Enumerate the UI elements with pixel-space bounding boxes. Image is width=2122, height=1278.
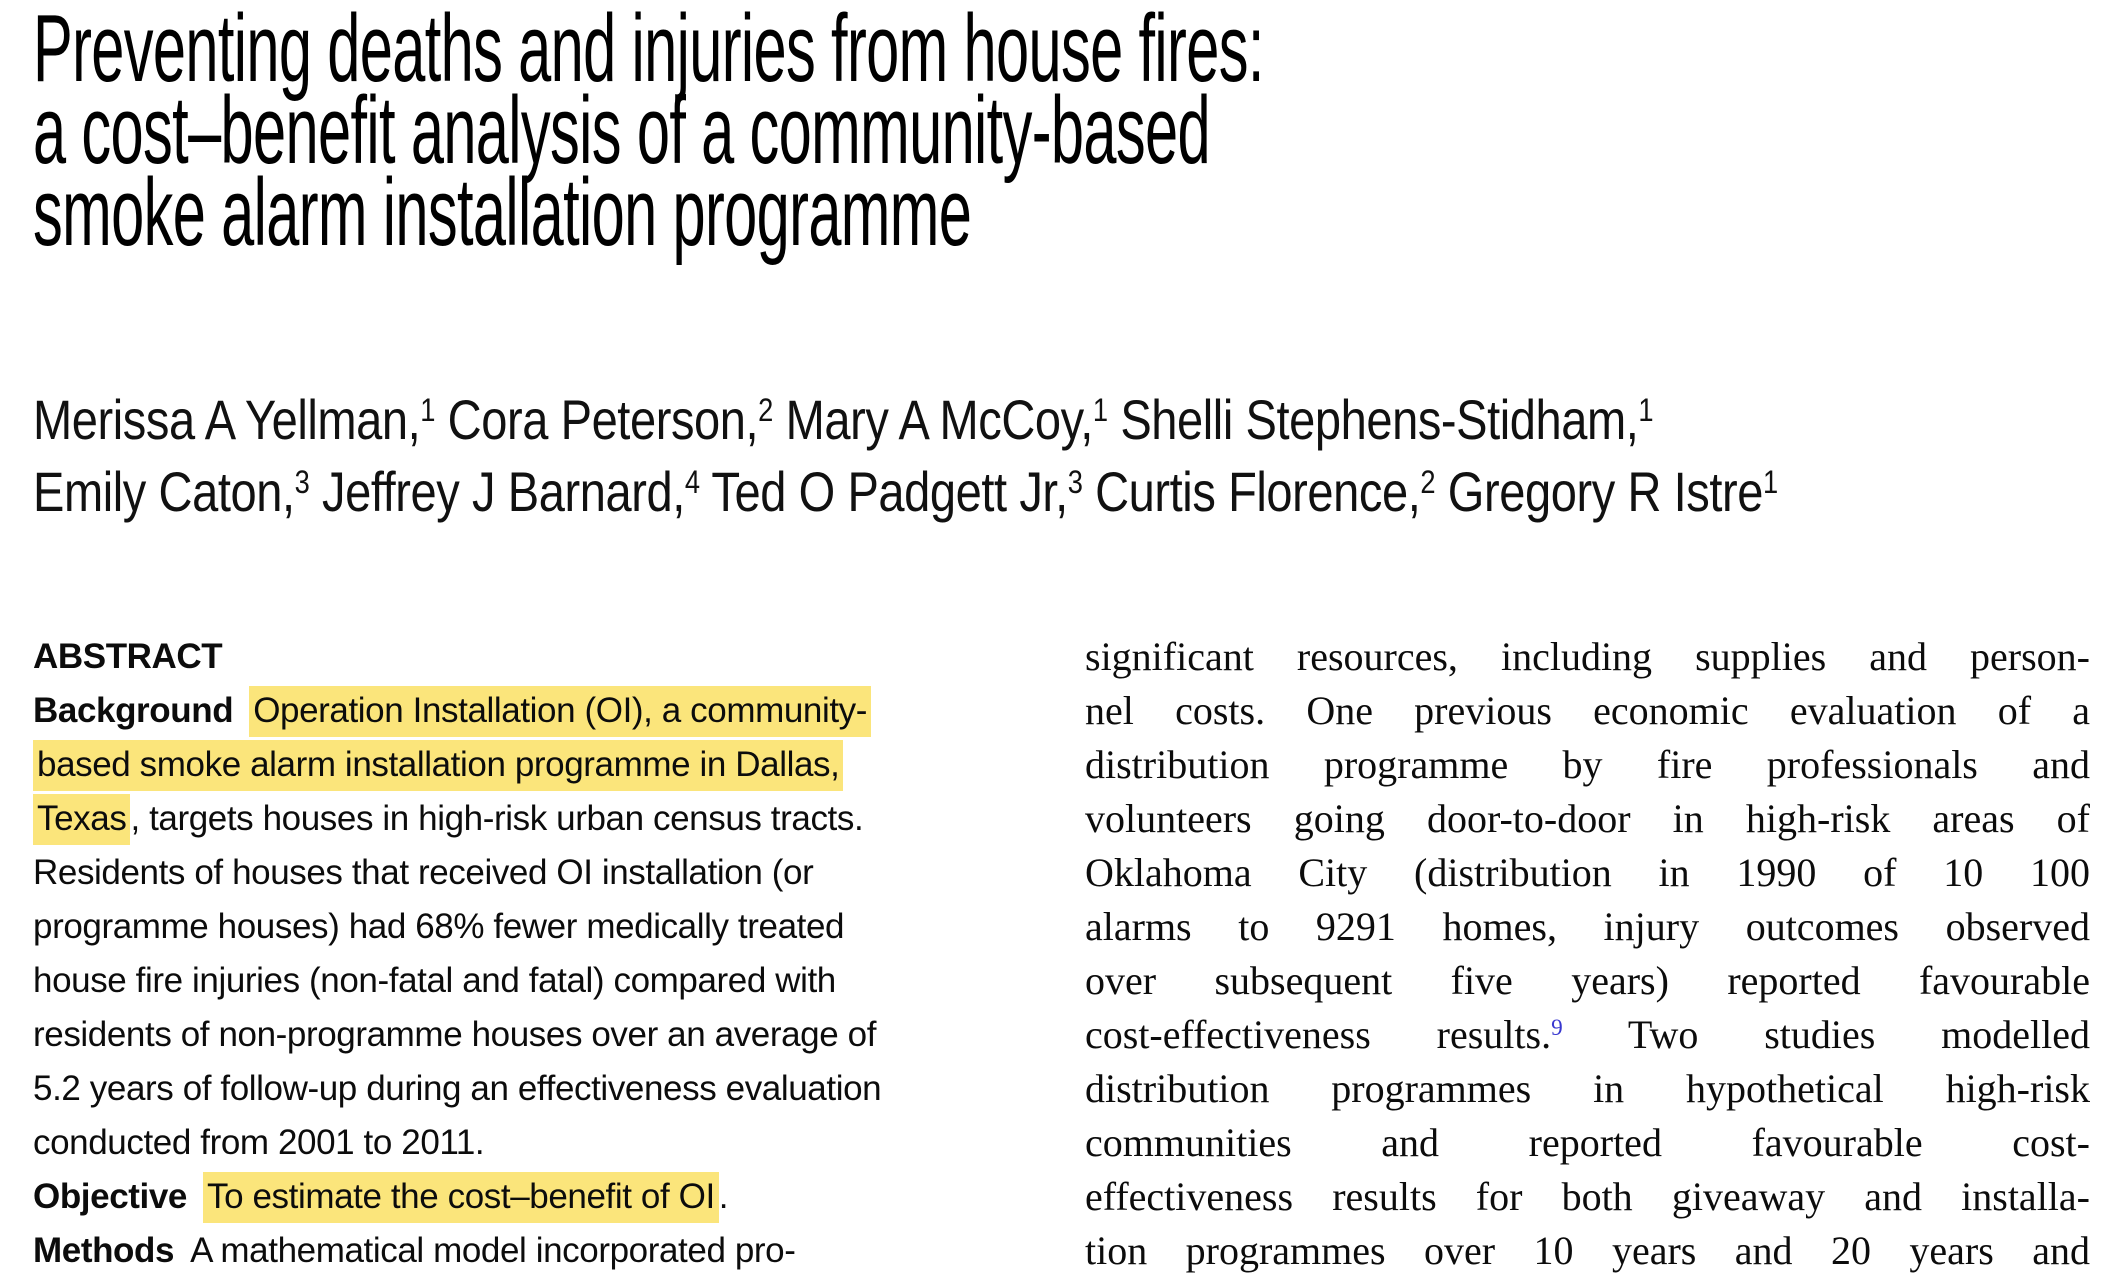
section-label: Objective xyxy=(33,1177,187,1216)
text-segment: A mathematical model incorporated pro- xyxy=(190,1231,796,1270)
text-segment: Mary A McCoy, xyxy=(772,388,1093,451)
text-segment: 5.2 years of follow-up during an effectiveness evaluation xyxy=(33,1069,882,1108)
text-line xyxy=(33,954,1013,1008)
superscript-affiliation: 2 xyxy=(1420,464,1436,501)
text-line xyxy=(1085,1224,2090,1278)
text-segment: conducted from 2001 to 2011. xyxy=(33,1123,485,1162)
text-line xyxy=(33,1062,1013,1116)
text-segment: over subsequent five years) reported favourable xyxy=(1085,958,2090,1003)
author-list xyxy=(33,388,2110,532)
text-line xyxy=(1085,1008,2090,1062)
text-segment: tion programmes over 10 years and 20 years and xyxy=(1085,1228,2090,1273)
text-line xyxy=(1085,684,2090,738)
superscript-affiliation: 1 xyxy=(1092,392,1108,429)
text-segment: Curtis Florence, xyxy=(1082,460,1421,523)
text-line xyxy=(33,159,1264,266)
article-title xyxy=(33,0,2018,266)
text-line xyxy=(33,1008,1013,1062)
text-line xyxy=(1085,1062,2090,1116)
highlighted-text: based smoke alarm installation programme in Dallas, xyxy=(33,740,843,791)
text-segment: distribution programme by fire professionals and xyxy=(1085,742,2090,787)
text-segment: a cost–benefit analysis of a community-based xyxy=(33,77,1210,184)
text-line xyxy=(1085,846,2090,900)
section-label: Methods xyxy=(33,1231,175,1270)
text-segment: residents of non-programme houses over an average of xyxy=(33,1015,877,1054)
text-line xyxy=(33,684,1013,738)
text-line xyxy=(1085,738,2090,792)
text-line xyxy=(33,1116,1013,1170)
text-line xyxy=(1085,1116,2090,1170)
text-segment: Oklahoma City (distribution in 1990 of 10 100 xyxy=(1085,850,2090,895)
text-segment: alarms to 9291 homes, injury outcomes observed xyxy=(1085,904,2090,949)
superscript-affiliation: 1 xyxy=(1638,392,1654,429)
text-segment: Two studies modelled xyxy=(1562,1012,2091,1057)
text-segment: cost-effectiveness results. xyxy=(1085,1012,1552,1057)
superscript-affiliation: 4 xyxy=(684,464,700,501)
section-label: Background xyxy=(33,691,234,730)
body-text-column xyxy=(1085,630,2090,1278)
text-segment: Gregory R Istre xyxy=(1435,460,1764,523)
text-line xyxy=(1085,792,2090,846)
text-segment: Merissa A Yellman, xyxy=(33,388,421,451)
text-segment: distribution programmes in hypothetical high-risk xyxy=(1085,1066,2090,1111)
text-line xyxy=(33,1224,1013,1278)
text-segment: volunteers going door-to-door in high-risk areas of xyxy=(1085,796,2090,841)
text-line xyxy=(33,630,1013,684)
text-segment: Cora Peterson, xyxy=(435,388,759,451)
highlighted-text: Texas xyxy=(33,794,130,845)
text-segment: Residents of houses that received OI installation (or xyxy=(33,853,814,892)
superscript-affiliation: 3 xyxy=(294,464,310,501)
text-segment: . xyxy=(718,1177,729,1216)
text-segment: Jeffrey J Barnard, xyxy=(309,460,685,523)
text-line xyxy=(1085,900,2090,954)
text-segment: smoke alarm installation programme xyxy=(33,159,972,266)
text-segment: house fire injuries (non-fatal and fatal) compared with xyxy=(33,961,836,1000)
text-line xyxy=(33,1170,1013,1224)
superscript-affiliation: 1 xyxy=(1763,464,1778,501)
superscript-affiliation: 3 xyxy=(1067,464,1083,501)
text-line xyxy=(33,738,1013,792)
text-segment: Preventing deaths and injuries from house fires: xyxy=(33,0,1264,102)
text-segment: communities and reported favourable cost- xyxy=(1085,1120,2090,1165)
text-segment: Emily Caton, xyxy=(33,460,295,523)
highlighted-text: To estimate the cost–benefit of OI xyxy=(203,1172,719,1223)
text-segment: programme houses) had 68% fewer medically treated xyxy=(33,907,845,946)
text-line xyxy=(33,388,1778,460)
text-line xyxy=(1085,954,2090,1008)
text-line xyxy=(1085,1170,2090,1224)
superscript-affiliation: 1 xyxy=(420,392,436,429)
text-line xyxy=(33,460,1778,532)
text-line xyxy=(33,792,1013,846)
text-segment: significant resources, including supplies and person- xyxy=(1085,634,2090,679)
text-line xyxy=(33,846,1013,900)
text-line xyxy=(33,900,1013,954)
reference-9-link[interactable]: 9 xyxy=(1551,1015,1563,1042)
text-line xyxy=(1085,630,2090,684)
highlighted-text: Operation Installation (OI), a community- xyxy=(249,686,871,737)
text-segment: , targets houses in high-risk urban census tracts. xyxy=(130,799,864,838)
text-segment: nel costs. One previous economic evaluation of a xyxy=(1085,688,2090,733)
text-segment: Ted O Padgett Jr, xyxy=(699,460,1068,523)
abstract-column xyxy=(33,630,1013,1278)
superscript-affiliation: 2 xyxy=(758,392,773,429)
section-label: ABSTRACT xyxy=(33,637,223,676)
text-segment: Shelli Stephens-Stidham, xyxy=(1107,388,1639,451)
text-segment: effectiveness results for both giveaway and installa- xyxy=(1085,1174,2090,1219)
